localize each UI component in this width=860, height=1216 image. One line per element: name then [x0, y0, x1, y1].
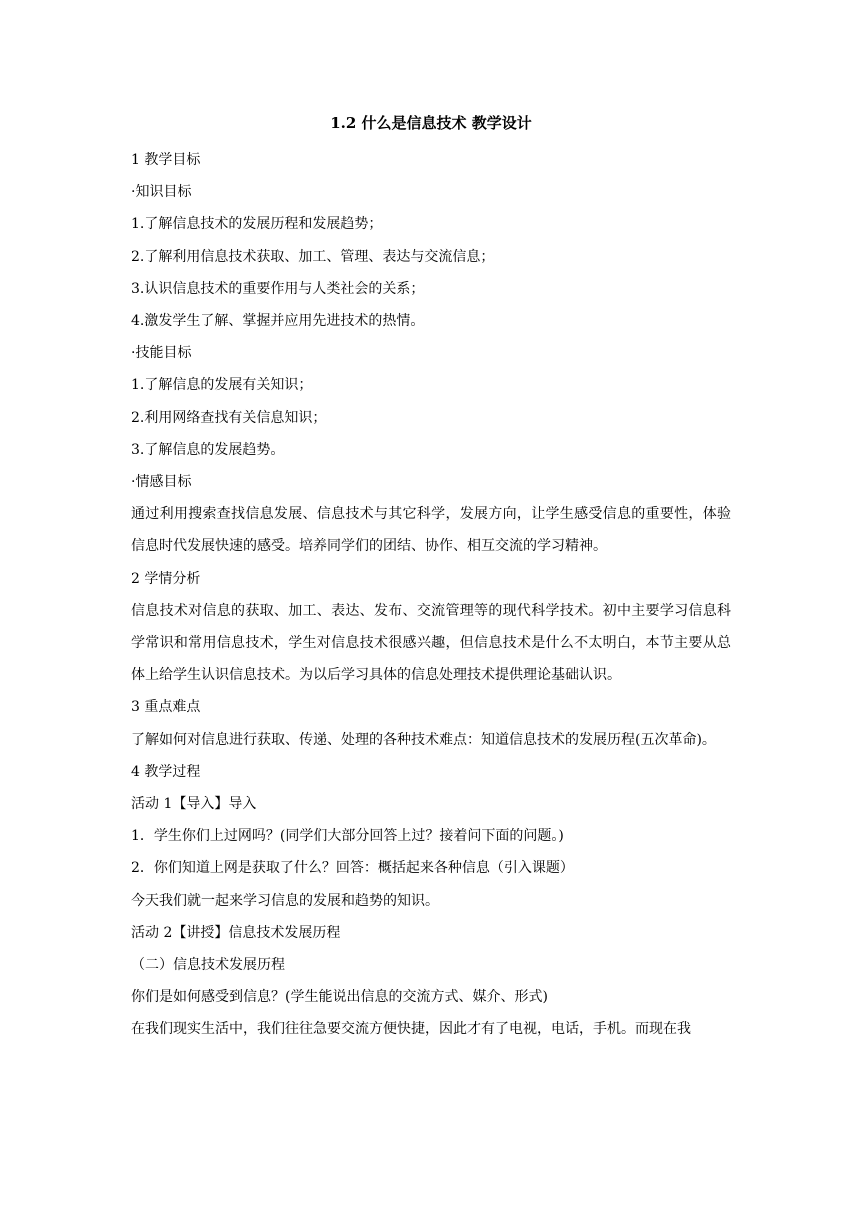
subheading-skills: ·技能目标	[131, 345, 192, 362]
activity-heading: 活动 1【导入】导入	[131, 796, 257, 813]
section-heading-objectives: 1 教学目标	[131, 152, 201, 168]
document-title: 1.2 什么是信息技术 教学设计	[330, 114, 532, 132]
section-heading-process: 4 教学过程	[131, 763, 201, 780]
body-line: 你们是如何感受到信息？(学生能说出信息的交流方式、媒介、形式)	[131, 989, 548, 1006]
list-item: 2.了解利用信息技术获取、加工、管理、表达与交流信息；	[131, 248, 495, 265]
list-item: 1.了解信息的发展有关知识；	[131, 377, 313, 394]
subheading-emotion: ·情感目标	[131, 474, 192, 491]
subheading-knowledge: ·知识目标	[131, 184, 192, 201]
list-item: 2.利用网络查找有关信息知识；	[131, 409, 327, 426]
section-heading-analysis: 2 学情分析	[131, 570, 201, 587]
list-item: 3.认识信息技术的重要作用与人类社会的关系；	[131, 280, 425, 297]
paragraph-emotion: 通过利用搜索查找信息发展、信息技术与其它科学，发展方向，让学生感受信息的重要性，体验信息时代发展快速的感受。培养同学们的团结、协作、相互交流的学习精神。	[131, 506, 731, 555]
body-line: 今天我们就一起来学习信息的发展和趋势的知识。	[131, 892, 439, 909]
list-item: 1.了解信息技术的发展历程和发展趋势；	[131, 216, 383, 233]
activity-heading: 活动 2【讲授】信息技术发展历程	[131, 924, 341, 941]
list-item: 1．学生你们上过网吗？(同学们大部分回答上过？接着问下面的问题。)	[131, 828, 564, 845]
list-item: 4.激发学生了解、掌握并应用先进技术的热情。	[131, 313, 425, 330]
section-heading-key-points: 3 重点难点	[131, 699, 201, 716]
paragraph-key-points: 了解如何对信息进行获取、传递、处理的各种技术难点：知道信息技术的发展历程(五次革命)。	[131, 731, 716, 748]
list-item: 3.了解信息的发展趋势。	[131, 441, 285, 458]
paragraph-analysis: 信息技术对信息的获取、加工、表达、发布、交流管理等的现代科学技术。初中主要学习信息科学常识和常用信息技术，学生对信息技术很感兴趣，但信息技术是什么不太明白，本节主要从总体上给学生认识信息技术。为以后学习具体的信息处理技术提供理论基础认识。	[131, 602, 731, 684]
body-line: 在我们现实生活中，我们往往急要交流方便快捷，因此才有了电视，电话，手机。而现在我	[131, 1021, 691, 1038]
subsection-heading: （二）信息技术发展历程	[131, 957, 285, 974]
document-page	[131, 110, 731, 1046]
list-item: 2．你们知道上网是获取了什么？回答：概括起来各种信息（引入课题）	[131, 860, 574, 877]
